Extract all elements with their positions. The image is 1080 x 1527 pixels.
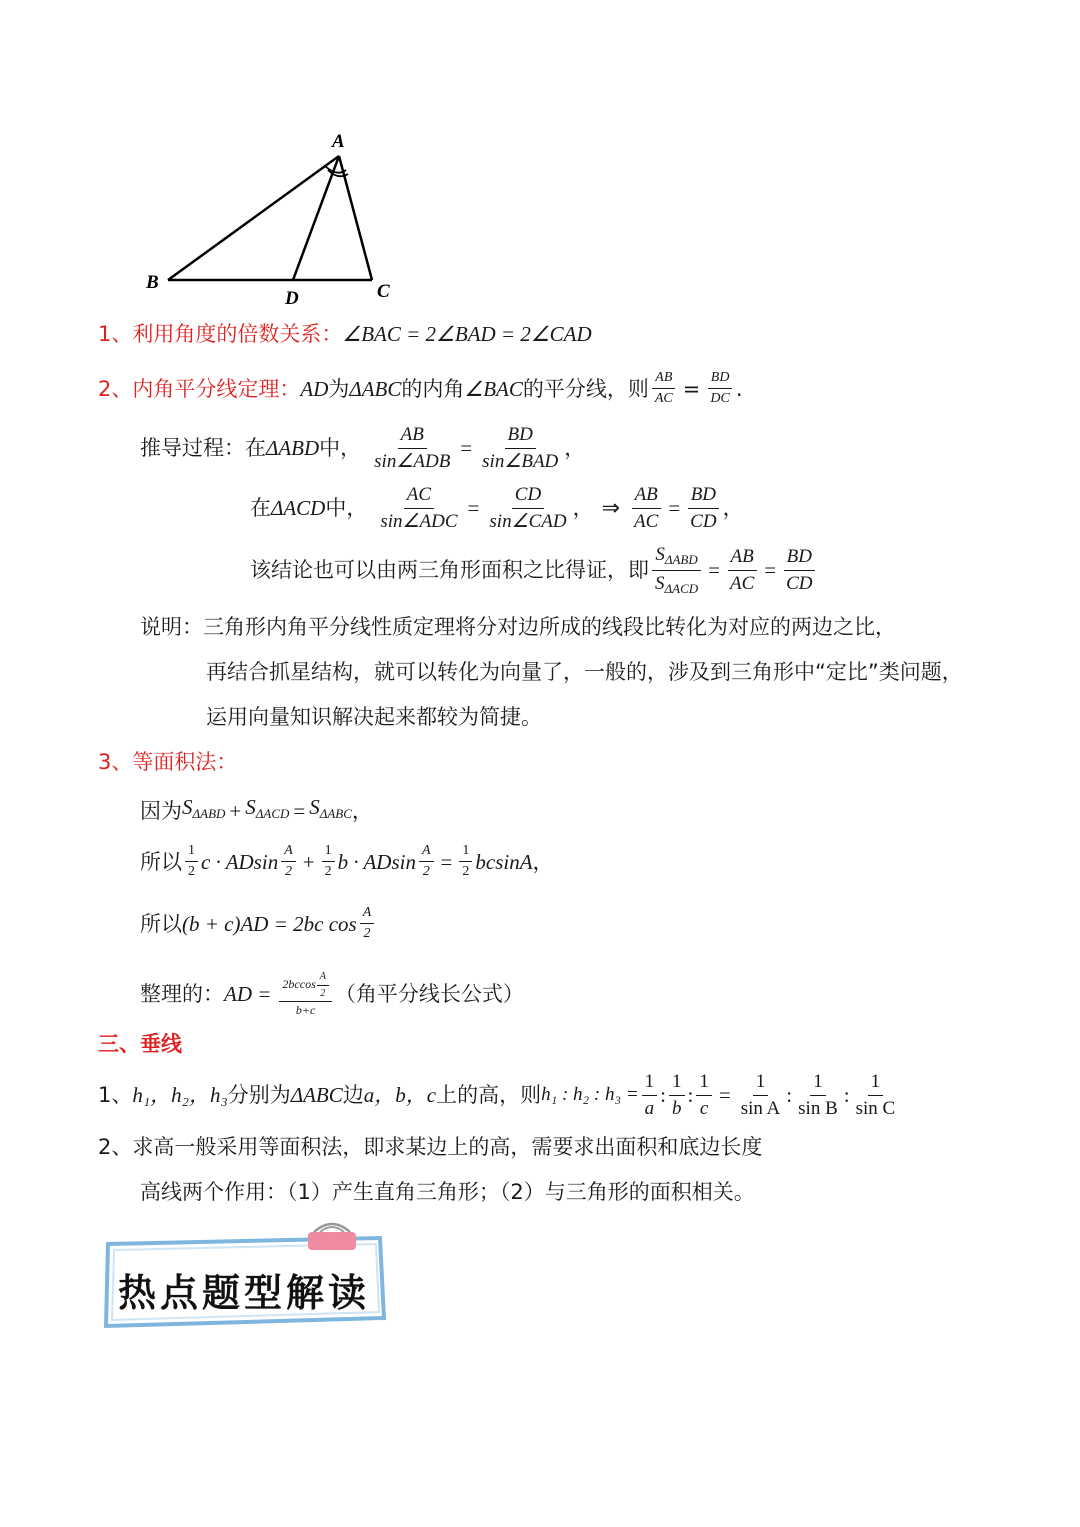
derivation-line2-prefix: 在 (250, 496, 271, 521)
derivation-line1: 推导过程：在 ΔABD 中， $\frac{AB}{\text{sin∠ADB}}$ = $\frac{BD}{\text{sin∠BAD}}$ ， (140, 424, 586, 472)
frac-1-sinc: $\frac{1}{\text{sin C}}$ (855, 1071, 896, 1119)
item3-label: 3、等面积法： (98, 750, 238, 774)
a-half-frac-1: $\frac{A}{2}$ (281, 843, 296, 880)
half-frac-3: $\frac{1}{2}$ (459, 843, 472, 880)
item2-ad: AD (300, 376, 329, 401)
item3-line2: 所以 $\frac{1}{2}$ c · ADsin $\frac{A}{2}$ + $\frac{1}{2}$ b · ADsin $\frac{A}{2}$ = $\frac{1}{2}$ bcsinA ， (140, 843, 554, 880)
frac-bd-cd-2: $\frac{BD}{CD}$ (783, 546, 815, 595)
half-frac-1: $\frac{1}{2}$ (185, 843, 198, 880)
frac-bd-sinbad: $\frac{BD}{\text{sin∠BAD}}$ (482, 424, 559, 472)
frac-bd-cd: $\frac{BD}{CD}$ (687, 484, 719, 533)
frac-1-c: $\frac{1}{c}$ (696, 1071, 712, 1120)
frac-1-a: $\frac{1}{a}$ (642, 1071, 658, 1120)
note-line3: 运用向量知识解决起来都较为简捷。 (206, 705, 542, 729)
item1-formula: ∠BAC = 2∠BAD = 2∠CAD (342, 322, 592, 346)
frac-ab-sinadb: $\frac{AB}{\text{sin∠ADB}}$ (374, 424, 451, 472)
item2-wei: 为 (328, 376, 350, 401)
section3-item2: 2、求高一般采用等面积法，即求某边上的高，需要求出面积和底边长度 (98, 1135, 763, 1159)
item2-bac: ∠BAC (464, 376, 523, 401)
item3-l2-prefix: 所以 (140, 849, 182, 874)
item3-l4-note: （角平分线长公式） (334, 982, 524, 1007)
item3-l4-ad: AD = (224, 982, 272, 1007)
item2-end: . (735, 376, 743, 401)
half-frac-2: $\frac{1}{2}$ (322, 843, 335, 880)
heights-label: h₁，h₂，h₃ (132, 1083, 228, 1108)
hot-topics-title: 热点题型解读 (118, 1270, 371, 1315)
item2-frac-ab-ac: $\frac{AB}{AC}$ (652, 370, 676, 407)
frac-ab-ac-2: $\frac{AB}{AC}$ (727, 546, 757, 595)
implies-symbol: ⇒ (601, 495, 621, 521)
a-half-frac-3: $\frac{A}{2}$ (360, 905, 375, 942)
frac-ab-ac: $\frac{AB}{AC}$ (631, 484, 661, 533)
vertex-b-label: B (146, 272, 159, 293)
section3-item3: 高线两个作用：（1）产生直角三角形；（2）与三角形的面积相关。 (140, 1180, 755, 1204)
derivation-tri2: ΔACD (271, 496, 326, 521)
derivation-zhong2: 中， (325, 496, 368, 521)
derivation-line2: 在 ΔACD 中， $\frac{AC}{\text{sin∠ADC}}$ = $\frac{CD}{\text{sin∠CAD}}$ ， ⇒ $\frac{AB}{AC}$ = $\frac{BD}{CD}$ ， (250, 484, 744, 532)
derivation-prefix: 推导过程：在 (140, 436, 266, 461)
frac-1-b: $\frac{1}{b}$ (669, 1071, 685, 1120)
frac-1-sinb: $\frac{1}{\text{sin B}}$ (798, 1071, 838, 1119)
section3-heading: 三、垂线 (98, 1032, 182, 1056)
frac-cd-sincad: $\frac{CD}{\text{sin∠CAD}}$ (489, 484, 567, 532)
derivation-comma2: ， (572, 496, 594, 521)
item1-label: 1、利用角度的倍数关系： (98, 322, 343, 346)
ad-length-frac: 2bccos $\frac{A}{2}$ b+c (279, 971, 331, 1018)
triangle-figure (140, 125, 400, 310)
derivation-comma3: ， (722, 496, 744, 521)
item3-l4-prefix: 整理的： (140, 982, 224, 1007)
frac-1-sina: $\frac{1}{\text{sin A}}$ (740, 1071, 781, 1119)
item2-row: 2、内角平分线定理： AD 为 ΔABC 的内角 ∠BAC 的平分线，则 $\frac{AB}{AC}$ = $\frac{BD}{DC}$ . (98, 370, 743, 407)
item3-l3-formula: (b + c)AD = 2bc cos (182, 911, 357, 936)
item2-frac-bd-dc: $\frac{BD}{DC}$ (707, 370, 732, 407)
vertex-d-label: D (285, 288, 299, 309)
item1-row (98, 320, 592, 348)
item3-l1-prefix: 因为 (140, 798, 182, 823)
vertex-a-label: A (332, 131, 345, 152)
vertex-c-label: C (377, 281, 390, 302)
derivation-line3: 该结论也可以由两三角形面积之比得证，即 $\frac{S_{\Delta ABD}}{S_{\Delta ACD}}$ = $\frac{AB}{AC}$ = $\frac{BD}{CD}$ (250, 544, 819, 597)
frac-area-ratio: $\frac{S_{\Delta ABD}}{S_{\Delta ACD}}$ (652, 544, 701, 597)
note-line2: 再结合抓星结构，就可以转化为向量了，一般的，涉及到三角形中“定比”类问题， (206, 660, 963, 684)
item2-rest: 的平分线，则 (522, 376, 649, 401)
item3-line1: 因为 $S_{\Delta ABD}$ + $S_{\Delta ACD}$ = $S_{\Delta ABC}$ ， (140, 795, 373, 823)
item3-line3 (140, 905, 377, 942)
item2-de: 的内角 (401, 376, 465, 401)
derivation-tri1: ΔABD (266, 436, 320, 461)
frac-ac-sinadc: $\frac{AC}{\text{sin∠ADC}}$ (380, 484, 458, 532)
note-line1: 说明：三角形内角平分线性质定理将分对边所成的线段比转化为对应的两边之比， (140, 615, 896, 639)
a-half-frac-2: $\frac{A}{2}$ (419, 843, 434, 880)
derivation-comma1: ， (564, 436, 586, 461)
derivation-zhong1: 中， (319, 436, 362, 461)
item3-line4 (140, 971, 524, 1018)
item2-label: 2、内角平分线定理： (98, 376, 301, 401)
item2-abc: ΔABC (349, 376, 402, 401)
derivation-line3-text: 该结论也可以由两三角形面积之比得证，即 (250, 558, 649, 583)
section3-item1: 1、 h₁，h₂，h₃ 分别为 ΔABC 边 a，b，c 上的高，则 h₁ : h₂ : h₃ = $\frac{1}{a}$ : $\frac{1}{b}$ : $\frac{1}{c}$ = $\frac{1}{\text{sin A}}$ : $\frac{1}{\text{sin B}}$ : $\frac{1}{\text{sin C}}$ (98, 1071, 901, 1120)
item3-l3-prefix: 所以 (140, 911, 182, 936)
